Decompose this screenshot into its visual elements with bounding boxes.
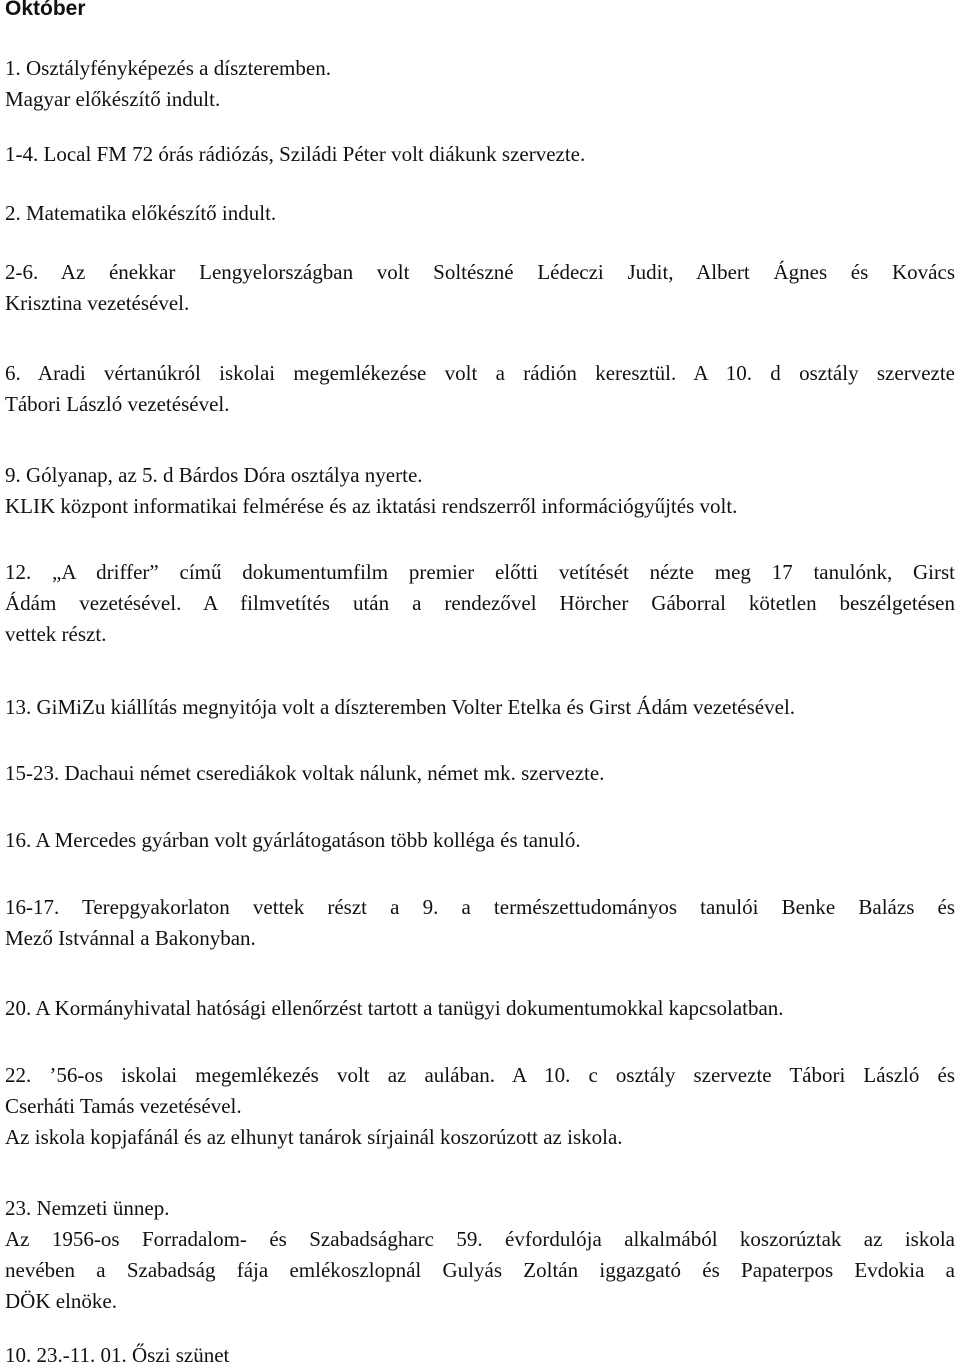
entry-paragraph	[5, 692, 955, 723]
entry-line: 12. „A driffer” című dokumentumfilm premier előtti vetítését nézte meg 17 tanulónk, Girst	[5, 560, 955, 584]
entry-line: Cserháti Tamás vezetésével.	[5, 1094, 242, 1118]
entry-line: 13. GiMiZu kiállítás megnyitója volt a díszteremben Volter Etelka és Girst Ádám vezetésével.	[5, 695, 796, 719]
entry-line: 22. ’56-os iskolai megemlékezés volt az aulában. A 10. c osztály szervezte Tábori László és	[5, 1063, 955, 1087]
entry-line: KLIK központ informatikai felmérése és az iktatási rendszerről információgyűjtés volt.	[5, 494, 738, 518]
entry-line: 23. Nemzeti ünnep.	[5, 1196, 170, 1220]
entry-line: 1-4. Local FM 72 órás rádiózás, Sziládi Péter volt diákunk szervezte.	[5, 142, 586, 166]
entry-line: 2. Matematika előkészítő indult.	[5, 201, 277, 225]
entry-line: Magyar előkészítő indult.	[5, 87, 221, 111]
entry-line: DÖK elnöke.	[5, 1289, 117, 1313]
entry-line: Krisztina vezetésével.	[5, 291, 190, 315]
entry-line: Ádám vezetésével. A filmvetítés után a rendezővel Hörcher Gáborral kötetlen beszélgetésen	[5, 591, 955, 615]
entry-paragraph	[5, 139, 955, 170]
entry-paragraph	[5, 1340, 955, 1371]
entry-line: 6. Aradi vértanúkról iskolai megemlékezése volt a rádión keresztül. A 10. d osztály szervezte	[5, 361, 955, 385]
entry-line: Az iskola kopjafánál és az elhunyt tanárok sírjainál koszorúzott az iskola.	[5, 1125, 623, 1149]
entry-line: 20. A Kormányhivatal hatósági ellenőrzést tartott a tanügyi dokumentumokkal kapcsolatban.	[5, 996, 784, 1020]
entry-line: Tábori László vezetésével.	[5, 392, 230, 416]
entry-paragraph	[5, 557, 955, 650]
entry-line: 16-17. Terepgyakorlaton vettek részt a 9. a természettudományos tanulói Benke Balázs és	[5, 895, 955, 919]
entry-paragraph	[5, 358, 955, 420]
entry-line: Az 1956-os Forradalom- és Szabadságharc 59. évfordulója alkalmából koszorúztak az iskola	[5, 1227, 955, 1251]
entry-paragraph	[5, 1193, 955, 1317]
entry-paragraph	[5, 460, 955, 522]
entry-line: nevében a Szabadság fája emlékoszlopnál Gulyás Zoltán iggazgató és Papaterpos Evdokia a	[5, 1258, 955, 1282]
entry-paragraph	[5, 758, 955, 789]
entry-paragraph	[5, 892, 955, 954]
entry-paragraph	[5, 1060, 955, 1153]
entry-line: 9. Gólyanap, az 5. d Bárdos Dóra osztálya nyerte.	[5, 463, 423, 487]
entry-line: 16. A Mercedes gyárban volt gyárlátogatáson több kolléga és tanuló.	[5, 828, 581, 852]
entry-line: 10. 23.-11. 01. Őszi szünet	[5, 1343, 230, 1367]
entry-paragraph	[5, 257, 955, 319]
entry-line: 1. Osztályfényképezés a díszteremben.	[5, 56, 331, 80]
entry-paragraph	[5, 993, 955, 1024]
month-heading: Október	[5, 0, 86, 20]
entry-line: Mező Istvánnal a Bakonyban.	[5, 926, 256, 950]
entry-line: vettek részt.	[5, 622, 107, 646]
entry-paragraph	[5, 53, 955, 115]
entry-paragraph	[5, 825, 955, 856]
entry-line: 2-6. Az énekkar Lengyelországban volt Soltészné Lédeczi Judit, Albert Ágnes és Kovács	[5, 260, 955, 284]
entry-line: 15-23. Dachaui német cserediákok voltak nálunk, német mk. szervezte.	[5, 761, 605, 785]
entry-paragraph	[5, 198, 955, 229]
